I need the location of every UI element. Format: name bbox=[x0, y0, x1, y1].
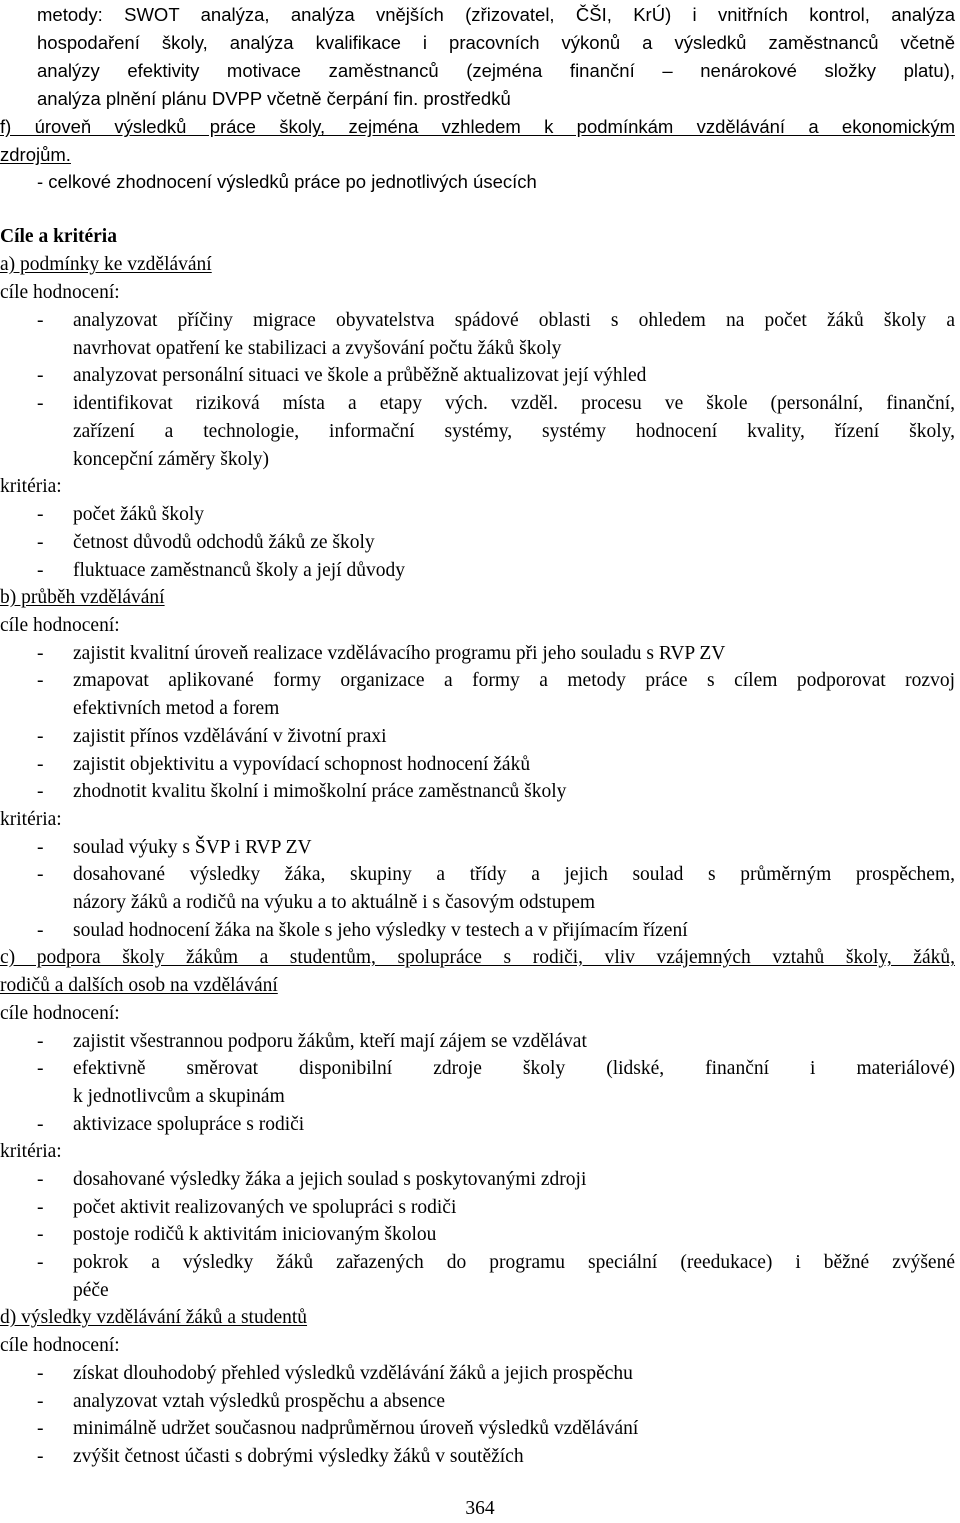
bullet-dash: - bbox=[37, 1197, 44, 1218]
list-item: analyzovat vztah výsledků prospěchu a absence bbox=[73, 1391, 445, 1412]
list-item: k jednotlivcům a skupinám bbox=[73, 1086, 285, 1107]
bullet-dash: - bbox=[37, 726, 44, 747]
list-item: péče bbox=[73, 1280, 109, 1301]
list-item: postoje rodičů k aktivitám iniciovaným školou bbox=[73, 1224, 437, 1245]
bullet-dash: - bbox=[37, 532, 44, 553]
goals-label: cíle hodnocení: bbox=[0, 1003, 120, 1024]
criteria-label: kritéria: bbox=[0, 476, 62, 497]
bullet-dash: - bbox=[37, 1418, 44, 1439]
bullet-dash: - bbox=[37, 1114, 44, 1135]
criteria-label: kritéria: bbox=[0, 1141, 62, 1162]
list-item: zařízení a technologie, informační systémy, systémy hodnocení kvality, řízení školy, bbox=[73, 421, 955, 442]
bullet-dash: - bbox=[37, 864, 44, 885]
bullet-dash: - bbox=[37, 560, 44, 581]
bullet-dash: - bbox=[37, 1169, 44, 1190]
bullet-dash: - bbox=[37, 643, 44, 664]
list-item: zajistit přínos vzdělávání v životní praxi bbox=[73, 726, 387, 747]
list-item: pokrok a výsledky žáků zařazených do programu speciální (reedukace) i běžné zvýšené bbox=[73, 1252, 955, 1273]
bullet-dash: - bbox=[37, 1363, 44, 1384]
bullet-dash: - bbox=[37, 310, 44, 331]
list-item: zvýšit četnost účasti s dobrými výsledky žáků v soutěžích bbox=[73, 1446, 524, 1467]
list-item: navrhovat opatření ke stabilizaci a zvyšování počtu žáků školy bbox=[73, 338, 562, 359]
list-item: identifikovat riziková místa a etapy vých. vzděl. procesu ve škole (personální, finanční, bbox=[73, 393, 955, 414]
list-item: zajistit kvalitní úroveň realizace vzdělávacího programu při jeho souladu s RVP ZV bbox=[73, 643, 726, 664]
list-item: získat dlouhodobý přehled výsledků vzdělávání žáků a jejich prospěchu bbox=[73, 1363, 633, 1384]
list-item: analyzovat příčiny migrace obyvatelstva spádové oblasti s ohledem na počet žáků školy a bbox=[73, 310, 955, 331]
page-number: 364 bbox=[465, 1498, 495, 1519]
list-item: počet žáků školy bbox=[73, 504, 205, 525]
section-f-bullet: - celkové zhodnocení výsledků práce po jednotlivých úsecích bbox=[37, 171, 537, 192]
intro-line: analýzy efektivity motivace zaměstnanců (zejména finanční – nenárokové složky platu), bbox=[37, 60, 955, 81]
intro-line: hospodaření školy, analýza kvalifikace i pracovních výkonů a výsledků zaměstnanců včetně bbox=[37, 32, 955, 53]
section-heading: Cíle a kritéria bbox=[0, 226, 117, 247]
bullet-dash: - bbox=[37, 670, 44, 691]
bullet-dash: - bbox=[37, 920, 44, 941]
bullet-dash: - bbox=[37, 1252, 44, 1273]
bullet-dash: - bbox=[37, 365, 44, 386]
bullet-dash: - bbox=[37, 837, 44, 858]
intro-line: analýza plnění plánu DVPP včetně čerpání fin. prostředků bbox=[37, 88, 511, 109]
bullet-dash: - bbox=[37, 1224, 44, 1245]
bullet-dash: - bbox=[37, 393, 44, 414]
list-item: zajistit objektivitu a vypovídací schopnost hodnocení žáků bbox=[73, 754, 531, 775]
bullet-dash: - bbox=[37, 1058, 44, 1079]
list-item: analyzovat personální situaci ve škole a průběžně aktualizovat její výhled bbox=[73, 365, 647, 386]
intro-line: metody: SWOT analýza, analýza vnějších (zřizovatel, ČŠI, KrÚ) i vnitřních kontrol, analýza bbox=[37, 4, 955, 25]
bullet-dash: - bbox=[37, 1391, 44, 1412]
list-item: dosahované výsledky žáka, skupiny a třídy a jejich soulad s průměrným prospěchem, bbox=[73, 864, 955, 885]
bullet-dash: - bbox=[37, 1031, 44, 1052]
section-c-title: rodičů a dalších osob na vzdělávání bbox=[0, 975, 278, 996]
section-d-title: d) výsledky vzdělávání žáků a studentů bbox=[0, 1307, 308, 1328]
section-c-title: c) podpora školy žákům a studentům, spolupráce s rodiči, vliv vzájemných vztahů školy, žáků, bbox=[0, 947, 955, 968]
list-item: fluktuace zaměstnanců školy a její důvody bbox=[73, 560, 405, 581]
goals-label: cíle hodnocení: bbox=[0, 1335, 120, 1356]
list-item: efektivních metod a forem bbox=[73, 698, 280, 719]
list-item: soulad hodnocení žáka na škole s jeho výsledky v testech a v přijímacím řízení bbox=[73, 920, 688, 941]
bullet-dash: - bbox=[37, 1446, 44, 1467]
section-f-title: f) úroveň výsledků práce školy, zejména vzhledem k podmínkám vzdělávání a ekonomickým bbox=[0, 116, 955, 137]
list-item: zmapovat aplikované formy organizace a formy a metody práce s cílem podporovat rozvoj bbox=[73, 670, 955, 691]
section-f-title: zdrojům. bbox=[0, 144, 71, 165]
list-item: dosahované výsledky žáka a jejich soulad s poskytovanými zdroji bbox=[73, 1169, 587, 1190]
bullet-dash: - bbox=[37, 754, 44, 775]
bullet-dash: - bbox=[37, 781, 44, 802]
list-item: soulad výuky s ŠVP i RVP ZV bbox=[73, 837, 312, 858]
list-item: zhodnotit kvalitu školní i mimoškolní práce zaměstnanců školy bbox=[73, 781, 567, 802]
list-item: efektivně směrovat disponibilní zdroje školy (lidské, finanční i materiálové) bbox=[73, 1058, 955, 1079]
section-b-title: b) průběh vzdělávání bbox=[0, 587, 165, 608]
criteria-label: kritéria: bbox=[0, 809, 62, 830]
list-item: názory žáků a rodičů na výuku a to aktuálně i s časovým odstupem bbox=[73, 892, 596, 913]
list-item: zajistit všestrannou podporu žákům, kteří mají zájem se vzdělávat bbox=[73, 1031, 587, 1052]
list-item: minimálně udržet současnou nadprůměrnou úroveň výsledků vzdělávání bbox=[73, 1418, 639, 1439]
bullet-dash: - bbox=[37, 504, 44, 525]
list-item: koncepční záměry školy) bbox=[73, 449, 270, 470]
list-item: četnost důvodů odchodů žáků ze školy bbox=[73, 532, 375, 553]
list-item: počet aktivit realizovaných ve spolupráci s rodiči bbox=[73, 1197, 457, 1218]
section-a-title: a) podmínky ke vzdělávání bbox=[0, 254, 212, 275]
goals-label: cíle hodnocení: bbox=[0, 615, 120, 636]
goals-label: cíle hodnocení: bbox=[0, 282, 120, 303]
list-item: aktivizace spolupráce s rodiči bbox=[73, 1114, 305, 1135]
